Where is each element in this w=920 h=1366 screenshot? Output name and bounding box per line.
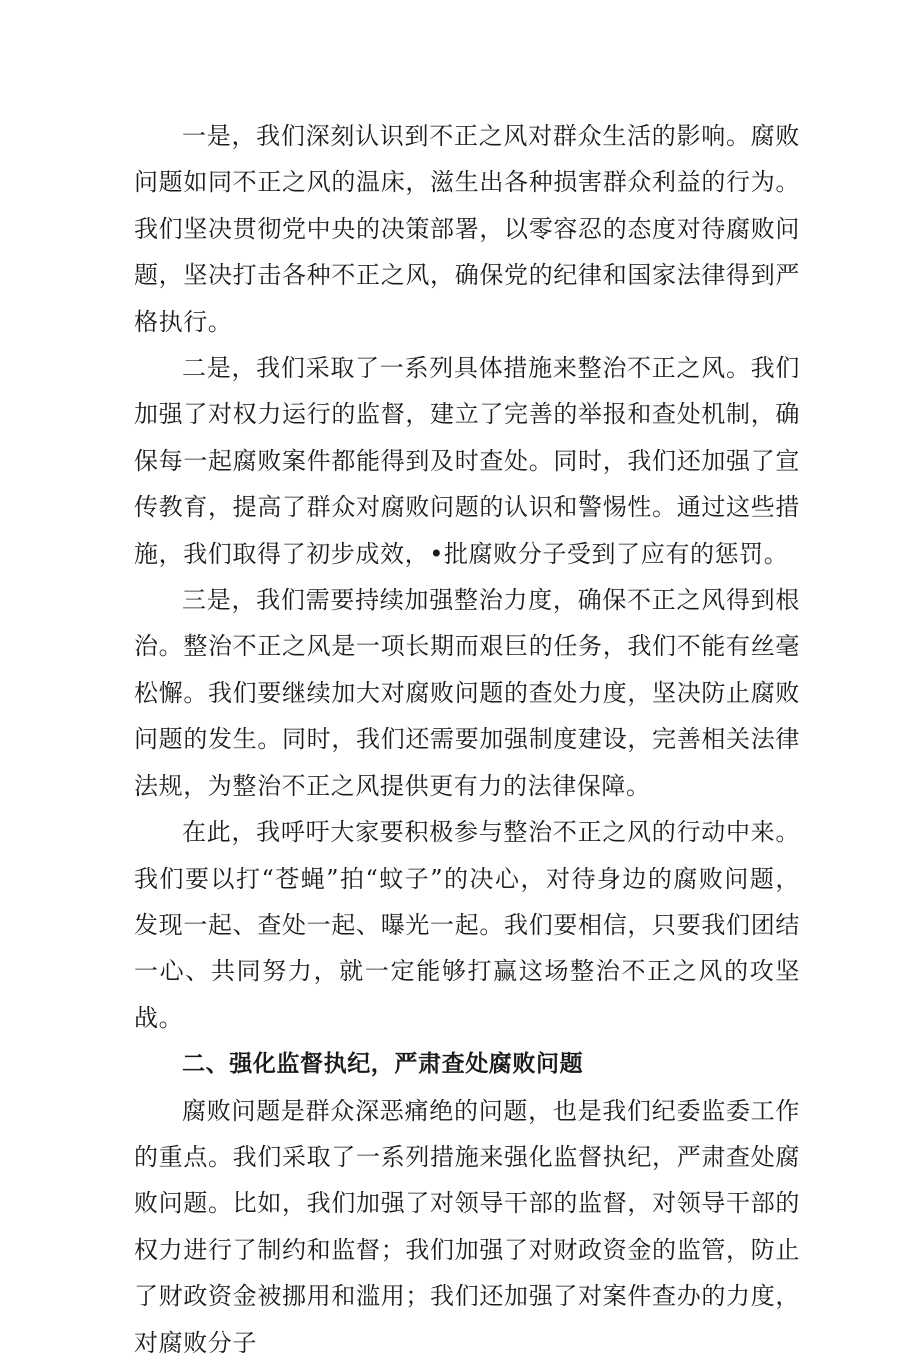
paragraph-second-point: 二是，我们采取了一系列具体措施来整治不正之风。我们加强了对权力运行的监督，建立了完善的举报和查处机制，确保每一起腐败案件都能得到及时查处。同时，我们还加强了宣传教育，提高了群众对腐败问题的认识和警惕性。通过这些措施，我们取得了初步成效，•批腐败分子受到了应有的惩罚。 [134,354,800,568]
paragraph-first-point: 一是，我们深刻认识到不正之风对群众生活的影响。腐败问题如同不正之风的温床，滋生出各种损害群众利益的行为。我们坚决贯彻党中央的决策部署，以零容忍的态度对待腐败问题，坚决打击各种不正之风，确保党的纪律和国家法律得到严格执行。 [134,122,800,336]
paragraph-third-point: 三是，我们需要持续加强整治力度，确保不正之风得到根治。整治不正之风是一项长期而艰巨的任务，我们不能有丝毫松懈。我们要继续加大对腐败问题的查处力度，坚决防止腐败问题的发生。同时，我们还需要加强制度建设，完善相关法律法规，为整治不正之风提供更有力的法律保障。 [134,586,800,800]
section-heading: 二、强化监督执纪，严肃查处腐败问题 [182,1051,584,1078]
paragraph-call-to-action: 在此，我呼吁大家要积极参与整治不正之风的行动中来。我们要以打“苍蝇”拍“蚊子”的决心，对待身边的腐败问题，发现一起、查处一起、曝光一起。我们要相信，只要我们团结一心、共同努力，就一定能够打赢这场整治不正之风的攻坚战。 [134,818,800,1032]
document-body [134,113,800,1366]
paragraph-section-intro: 腐败问题是群众深恶痛绝的问题，也是我们纪委监委工作的重点。我们采取了一系列措施来强化监督执纪，严肃查处腐败问题。比如，我们加强了对领导干部的监督，对领导干部的权力进行了制约和监督；我们加强了对财政资金的监管，防止了财政资金被挪用和滥用；我们还加强了对案件查办的力度，对腐败分子 [134,1096,800,1357]
